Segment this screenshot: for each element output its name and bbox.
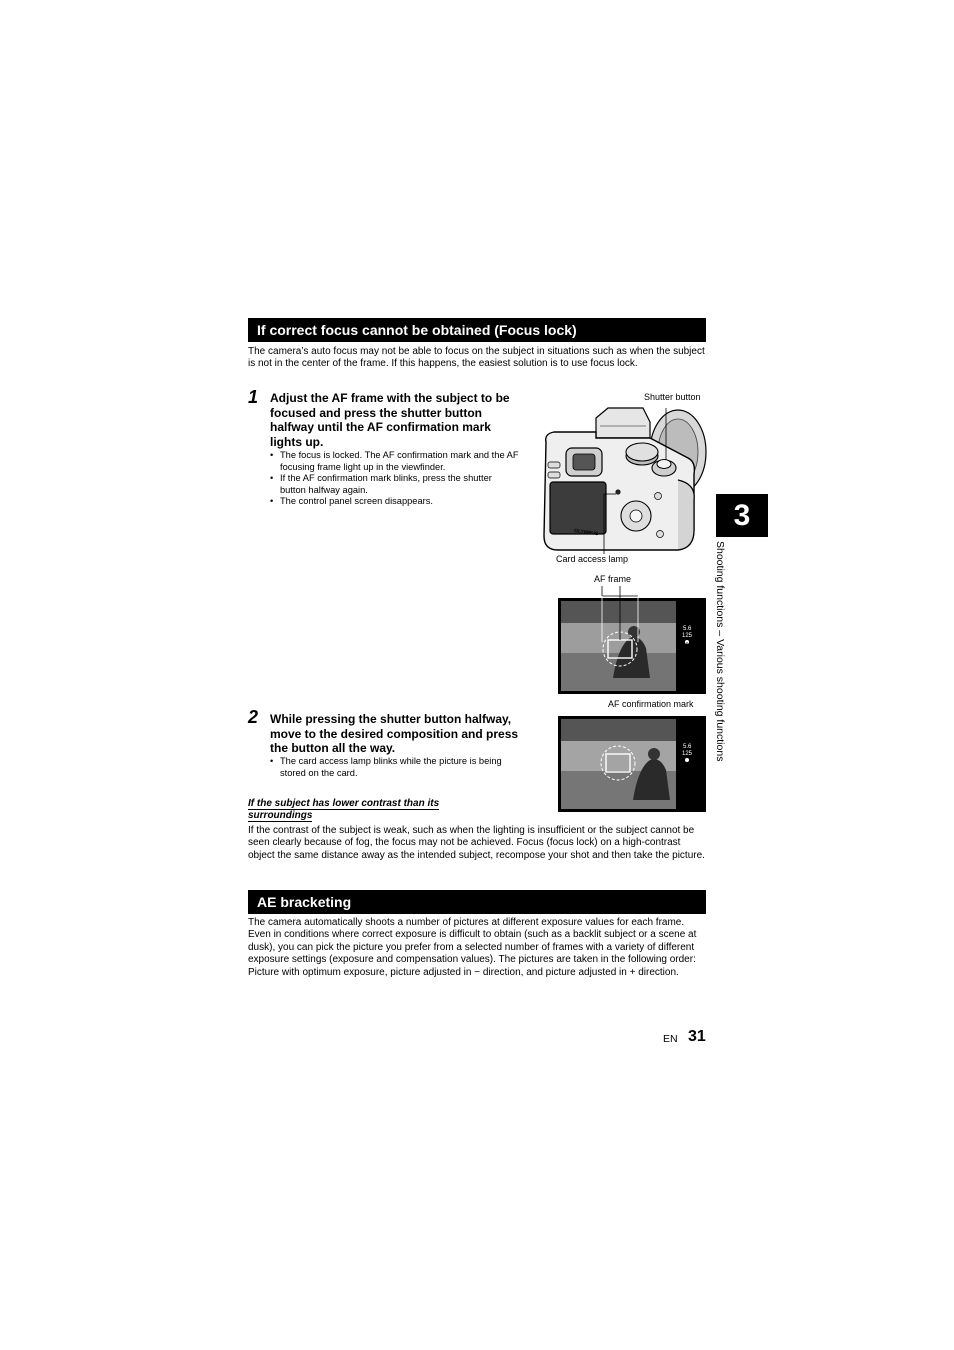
- step-1-instruction: Adjust the AF frame with the subject to be focused and press the shutter button halfway until the AF confirmation mark lights up.: [270, 391, 510, 449]
- step-2-bullets: [270, 756, 528, 779]
- chapter-tab: 3: [716, 494, 768, 537]
- vf-aperture-readout: 5.6: [683, 744, 692, 750]
- vf-shutter-readout: 125: [682, 751, 693, 757]
- vf-shutter-readout: 125: [682, 633, 693, 639]
- list-item: • The focus is locked. The AF confirmation mark and the AF focusing frame light up in the viewfinder.: [270, 450, 520, 473]
- section-heading-focus-lock: If correct focus cannot be obtained (Focus lock): [248, 318, 706, 342]
- step-2-number: 2: [248, 707, 259, 727]
- step-1-bullets: [270, 450, 520, 508]
- caption-card-access-lamp: Card access lamp: [556, 554, 629, 564]
- low-contrast-body: If the contrast of the subject is weak, such as when the lighting is insufficient or the subject cannot be seen clearly because of fog, the focus may not be achieved. Focus (focus lock) on a high-contrast object the same distance away as the intended subject, recompose your shot and then take the picture.: [248, 825, 705, 861]
- vf-aperture-readout: 5.6: [683, 626, 692, 632]
- list-item: • The control panel screen disappears.: [270, 496, 520, 508]
- camera-back-illustration: [538, 400, 708, 560]
- caption-af-confirmation-mark: AF confirmation mark: [608, 699, 694, 709]
- running-title: Shooting functions – Various shooting functions: [714, 541, 726, 762]
- subsection-heading-low-contrast: If the subject has lower contrast than its surroundings: [248, 798, 440, 822]
- section-heading-ae-bracketing: AE bracketing: [248, 890, 706, 914]
- focus-lock-intro: The camera’s auto focus may not be able to focus on the subject in situations such as when the subject is not in the center of the frame. If this happens, the easiest solution is to use focus lock.: [248, 346, 705, 370]
- camera-brand-label: OLYMPUS: [573, 528, 599, 538]
- page-number: 31: [688, 1028, 706, 1045]
- step-1-number: 1: [248, 387, 259, 407]
- list-item: • The card access lamp blinks while the picture is being stored on the card.: [270, 756, 528, 779]
- footer-language: EN: [663, 1033, 678, 1045]
- list-item: • If the AF confirmation mark blinks, press the shutter button halfway again.: [270, 473, 520, 496]
- ae-bracketing-body: The camera automatically shoots a number of pictures at different exposure values for each frame. Even in conditions where correct exposure is difficult to obtain (such as a backlit subject or a scene at dusk), you can pick the picture you prefer from a selected number of frames with a variety of different exposure settings (exposure and compensation values). The pictures are taken in the following order: Picture with optimum exposure, picture adjusted in − direction, and picture adjusted in + direction.: [248, 917, 697, 978]
- viewfinder-image-2: [558, 716, 706, 812]
- caption-shutter-button: Shutter button: [644, 392, 701, 402]
- step-2-instruction: While pressing the shutter button halfway, move to the desired composition and press the button all the way.: [270, 712, 519, 756]
- viewfinder-image-1: [558, 586, 706, 694]
- caption-af-frame: AF frame: [594, 574, 632, 584]
- af-confirmation-mark-icon: [685, 758, 689, 762]
